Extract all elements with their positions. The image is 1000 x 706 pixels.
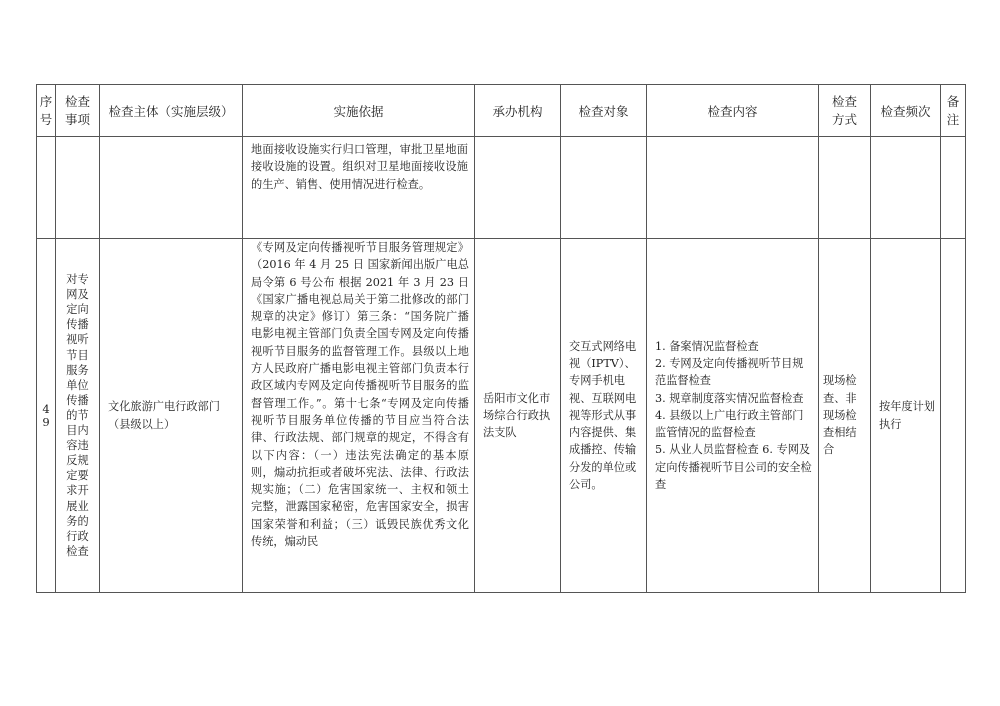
cell-method: 现场检查、非现场检查相结合 — [819, 239, 871, 593]
cell-org: 岳阳市文化市场综合行政执法支队 — [475, 239, 561, 593]
header-item: 检查事项 — [56, 85, 100, 137]
cell-basis: 地面接收设施实行归口管理，审批卫星地面接收设施的设置。组织对卫星地面接收设施的生产、销售、使用情况进行检查。 — [243, 137, 475, 239]
header-subject: 检查主体（实施层级） — [100, 85, 243, 137]
header-target: 检查对象 — [561, 85, 647, 137]
header-basis: 实施依据 — [243, 85, 475, 137]
cell-freq: 按年度计划执行 — [871, 239, 941, 593]
header-method: 检查方式 — [819, 85, 871, 137]
cell-seq: 4 9 — [37, 239, 56, 593]
cell-note — [941, 137, 966, 239]
header-org: 承办机构 — [475, 85, 561, 137]
cell-basis: 《专网及定向传播视听节目服务管理规定》（2016 年 4 月 25 日 国家新闻出版广电总局令第 6 号公布 根据 2021 年 3 月 23 日《国家广播电视总局关于第二批修改的部门规章的决定》修订）第三条：“国务院广播电影电视主管部门负责全国专网及定向传播视听节目服务的监督管理工作。县级以上地方人民政府广播电影电视主管部门负责本行政区域内专网及定向传播视听节目服务的监督管理工作。”。第十七条“专网及定向传播视听节目服务单位传播的节目应当符合法律、行政法规、部门规章的规定，不得含有以下内容：（一）违法宪法确定的基本原则，煽动抗拒或者破坏宪法、法律、行政法规实施；（二）危害国家统一、主权和领土完整，泄露国家秘密，危害国家安全，损害国家荣誉和利益；（三）诋毁民族优秀文化传统，煽动民 — [243, 239, 475, 593]
header-note: 备注 — [941, 85, 966, 137]
cell-content: 1. 备案情况监督检查 2. 专网及定向传播视听节目规范监督检查 3. 规章制度落实情况监督检查 4. 县级以上广电行政主管部门监管情况的监督检查 5. 从业人员监督检查 6. 专网及定向传播视听节目公司的安全检查 — [647, 239, 819, 593]
table-row-continuation — [37, 137, 966, 239]
header-seq: 序号 — [37, 85, 56, 137]
cell-freq — [871, 137, 941, 239]
cell-subject — [100, 137, 243, 239]
cell-subject: 文化旅游广电行政部门（县级以上） — [100, 239, 243, 593]
cell-seq — [37, 137, 56, 239]
header-freq: 检查频次 — [871, 85, 941, 137]
cell-item — [56, 137, 100, 239]
cell-note — [941, 239, 966, 593]
cell-target: 交互式网络电视（IPTV）、专网手机电视、互联网电视等形式从事内容提供、集成播控、传输分发的单位或公司。 — [561, 239, 647, 593]
header-content: 检查内容 — [647, 85, 819, 137]
inspection-table — [36, 84, 966, 593]
table-header-row — [37, 85, 966, 137]
cell-target — [561, 137, 647, 239]
cell-method — [819, 137, 871, 239]
cell-org — [475, 137, 561, 239]
cell-item: 对专网及定向传播视听节目服务单位传播的节目内容违反规定要求开展业务的行政检查 — [56, 239, 100, 593]
cell-content — [647, 137, 819, 239]
table-row-49 — [37, 239, 966, 593]
